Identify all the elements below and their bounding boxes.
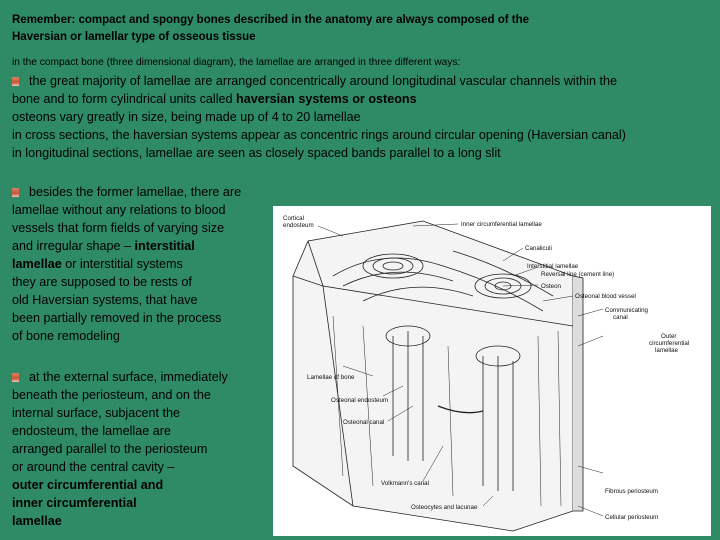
haversian-paragraph — [12, 72, 712, 162]
interstitial-term-2: lamellae — [12, 257, 62, 271]
para2-line-8: been partially removed in the process — [12, 311, 222, 325]
para3-line-9: lamellae — [12, 514, 62, 528]
para1-line-2 — [12, 90, 712, 108]
label-osteonal-vessel: Osteonal blood vessel — [575, 293, 636, 300]
bullet-icon — [12, 77, 19, 86]
interstitial-paragraph — [12, 183, 282, 345]
bone-illustration — [273, 206, 711, 536]
label-cortical: Cortical — [283, 215, 304, 222]
para2-line-7: old Haversian systems, that have — [12, 293, 198, 307]
para3-line-3: internal surface, subjacent the — [12, 406, 181, 420]
periosteum-band — [573, 276, 583, 511]
label-communicating: Communicating — [605, 307, 648, 314]
label-osteocytes: Osteocytes and lacunae — [411, 504, 478, 511]
para1-line-3: osteons vary greatly in size, being made up of 4 to 20 lamellae — [12, 110, 361, 124]
label-osteonal-endosteum: Osteonal endosteum — [331, 397, 389, 404]
para3-text-1: at the external surface, immediately — [29, 370, 228, 384]
header-line-2: Haversian or lamellar type of osseous tissue — [12, 31, 256, 43]
para3-line-5: arranged parallel to the periosteum — [12, 442, 208, 456]
label-endosteum: endosteum — [283, 222, 314, 229]
para2-line-4 — [12, 237, 282, 255]
label-canal: canal — [613, 314, 628, 321]
bullet-icon — [12, 188, 19, 197]
para3-line-8: inner circumferential — [12, 496, 137, 510]
label-circumferential: circumferential — [649, 340, 690, 347]
compact-bone-diagram — [273, 206, 711, 536]
intro-text: in the compact bone (three dimensional diagram), the lamellae are arranged in three different ways: — [12, 57, 461, 68]
para2-line-9: of bone remodeling — [12, 329, 120, 343]
label-lamellae: lamellae — [655, 347, 679, 354]
label-outer: Outer — [661, 333, 677, 340]
para2-line-3: vessels that form fields of varying size — [12, 221, 225, 235]
circumferential-paragraph — [12, 368, 282, 530]
label-lamellae-of-bone: Lamellae of bone — [307, 374, 355, 381]
para2-text-1: besides the former lamellae, there are — [29, 185, 242, 199]
para3-line-1 — [12, 368, 282, 386]
para1-text-2: bone and to form cylindrical units called — [12, 92, 237, 106]
para3-line-2: beneath the periosteum, and on the — [12, 388, 211, 402]
label-volkmanns: Volkmann's canal — [381, 480, 429, 487]
para1-text-1: the great majority of lamellae are arranged concentrically around longitudinal vascular channels within the — [29, 74, 618, 88]
para2-line-5 — [12, 255, 282, 273]
para1-line-4: in cross sections, the haversian systems appear as concentric rings around circular opening (Haversian canal) — [12, 128, 626, 142]
para3-line-6: or around the central cavity – — [12, 460, 175, 474]
para2-line-6: they are supposed to be rests of — [12, 275, 192, 289]
para3-line-7: outer circumferential and — [12, 478, 164, 492]
bullet-icon — [12, 373, 19, 382]
label-inner-circumferential: Inner circumferential lamellae — [461, 221, 542, 228]
label-cellular: Cellular periosteum — [605, 514, 659, 521]
label-interstitial: Interstitial lamellae — [527, 263, 579, 270]
label-osteon: Osteon — [541, 283, 561, 290]
para3-line-4: endosteum, the lamellae are — [12, 424, 171, 438]
label-canaliculi: Canaliculi — [525, 245, 552, 252]
label-osteonal-canal: Osteonal canal — [343, 419, 385, 426]
para1-line-1 — [12, 72, 712, 90]
para1-line-5: in longitudinal sections, lamellae are seen as closely spaced bands parallel to a long slit — [12, 146, 501, 160]
para2-text-4: and irregular shape – — [12, 239, 135, 253]
label-fibrous: Fibrous periosteum — [605, 488, 658, 495]
para2-line-2: lamellae without any relations to blood — [12, 203, 226, 217]
para2-text-5: or interstitial systems — [61, 257, 183, 271]
label-reversal: Reversal line (cement line) — [541, 271, 615, 278]
slide-header — [12, 12, 702, 46]
haversian-term: haversian systems or osteons — [236, 92, 417, 106]
interstitial-term-1: interstitial — [134, 239, 195, 253]
para2-line-1 — [12, 183, 282, 201]
header-line-1: Remember: compact and spongy bones described in the anatomy are always composed of the — [12, 14, 529, 26]
